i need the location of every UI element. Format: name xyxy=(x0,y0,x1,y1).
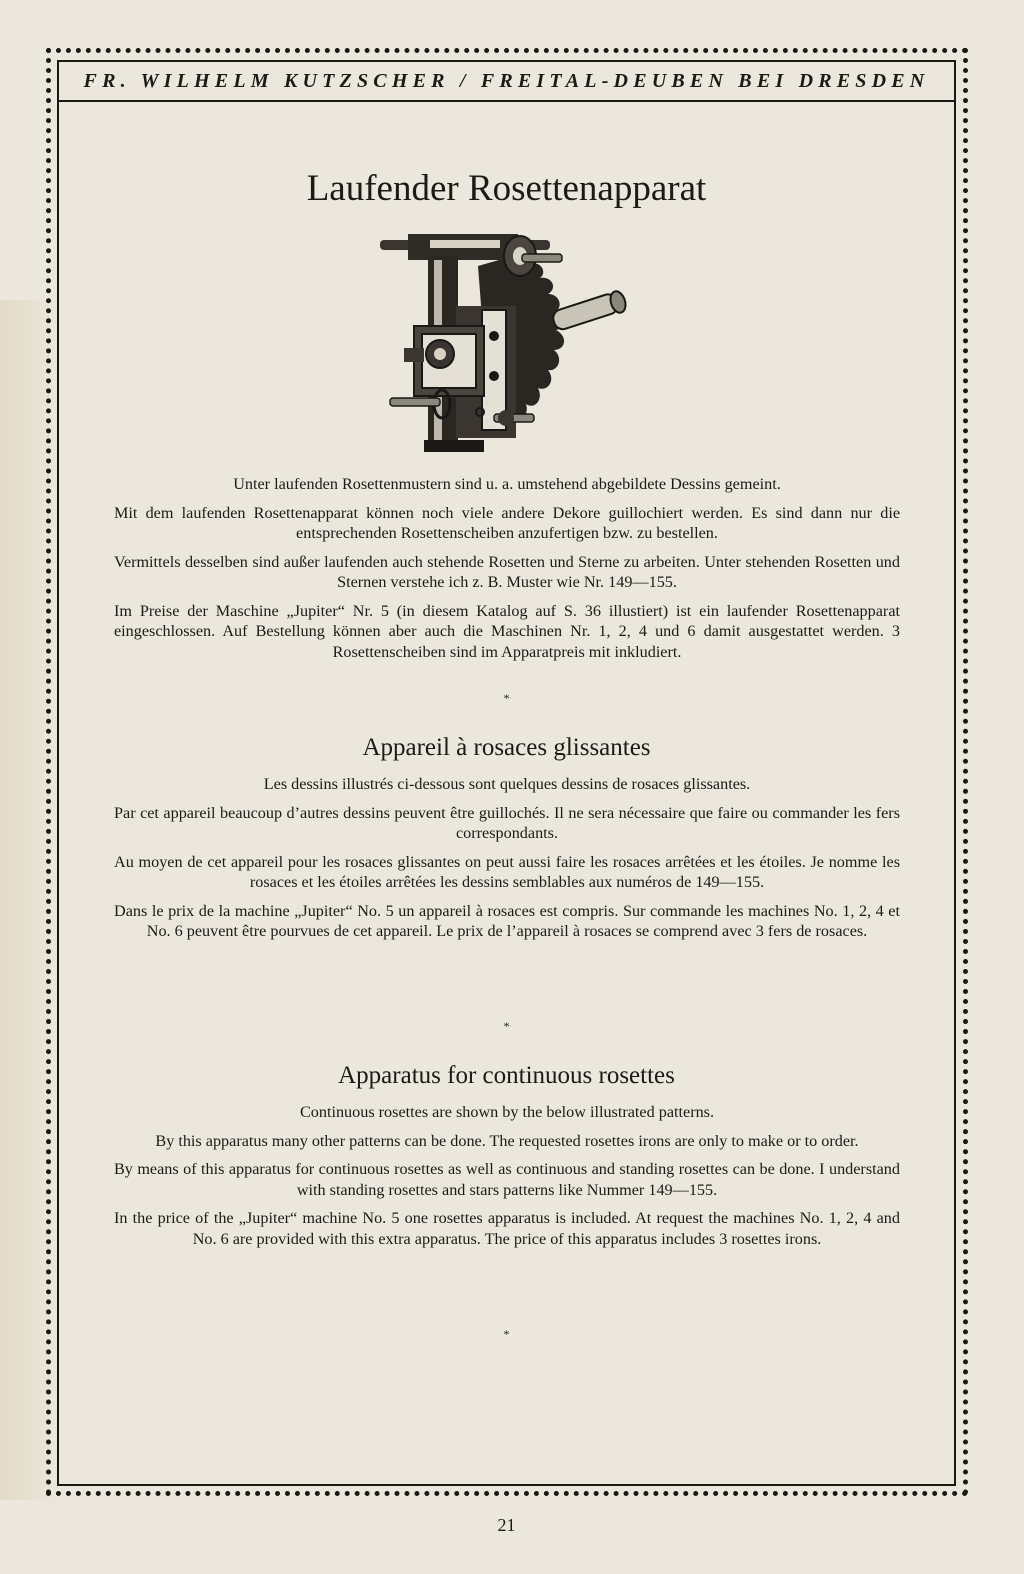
catalog-header: FR. WILHELM KUTZSCHER / FREITAL-DEUBEN BEI DRESDEN xyxy=(57,64,956,102)
english-paragraph-4: In the price of the „Jupiter“ machine No. 5 one rosettes apparatus is included. At request the machines No. 1, 2, 4 and No. 6 are provided with this extra apparatus. The price of this apparatus includes 3 rosettes irons. xyxy=(114,1209,900,1248)
rosette-apparatus-illustration xyxy=(370,226,640,460)
section-separator-2: * xyxy=(503,1019,510,1033)
german-paragraph-4: Im Preise der Maschine „Jupiter“ Nr. 5 (in diesem Katalog auf S. 36 illustiert) ist ein laufender Rosettenapparat eingeschlossen. Auf Bestellung können aber auch die Maschinen Nr. 1, 2, 4 und 6 damit ausgestattet werden. 3 Rosettenscheiben sind im Apparatpreis mit inkludiert. xyxy=(114,601,900,661)
page-number: 21 xyxy=(497,1515,516,1535)
french-paragraph-1: Les dessins illustrés ci-dessous sont quelques dessins de rosaces glissantes. xyxy=(263,775,751,793)
section-separator-3: * xyxy=(503,1327,510,1341)
german-paragraph-1: Unter laufenden Rosettenmustern sind u. a. umstehend abgebildete Dessins gemeint. xyxy=(233,475,781,493)
german-text-block xyxy=(114,474,900,670)
section-separator-1: * xyxy=(503,691,510,705)
french-paragraph-2: Par cet appareil beaucoup d’autres dessins peuvent être guillochés. Il ne sera nécessaire que faire ou commander les fers correspondants. xyxy=(114,803,900,842)
french-section-title: Appareil à rosaces glissantes xyxy=(362,734,651,761)
german-paragraph-3: Vermittels desselben sind außer laufenden auch stehende Rosetten und Sterne zu arbeiten. Unter stehenden Rosetten und Sternen verstehe ich z. B. Muster wie Nr. 149—155. xyxy=(114,552,900,591)
english-paragraph-2: By this apparatus many other patterns can be done. The requested rosettes irons are only to make or to order. xyxy=(155,1131,859,1150)
english-section-title: Apparatus for continuous rosettes xyxy=(338,1062,675,1089)
french-paragraph-3: Au moyen de cet appareil pour les rosaces glissantes on peut aussi faire les rosaces arrêtées et les étoiles. Je nomme les rosaces et les étoiles arrêtées les dessins semblables aux numéros de 149—155. xyxy=(114,852,900,891)
english-paragraph-3: By means of this apparatus for continuous rosettes as well as continuous and standing rosettes can be done. I understand with standing rosettes and stars patterns like Nummer 149—155. xyxy=(114,1160,900,1199)
french-text-block xyxy=(114,774,900,950)
english-text-block xyxy=(114,1102,900,1257)
english-paragraph-1: Continuous rosettes are shown by the below illustrated patterns. xyxy=(299,1103,715,1121)
french-paragraph-4: Dans le prix de la machine „Jupiter“ No. 5 un appareil à rosaces est compris. Sur commande les machines No. 1, 2, 4 et No. 6 peuvent être pourvues de cet appareil. Le prix de l’appareil à rosaces se comprend avec 3 fers de rosaces. xyxy=(114,901,900,940)
german-paragraph-2: Mit dem laufenden Rosettenapparat können noch viele andere Dekore guillochiert werden. Es sind dann nur die entsprechenden Rosettenscheiben anzufertigen bzw. zu bestellen. xyxy=(114,503,900,542)
german-section-title: Laufender Rosettenapparat xyxy=(306,168,707,209)
